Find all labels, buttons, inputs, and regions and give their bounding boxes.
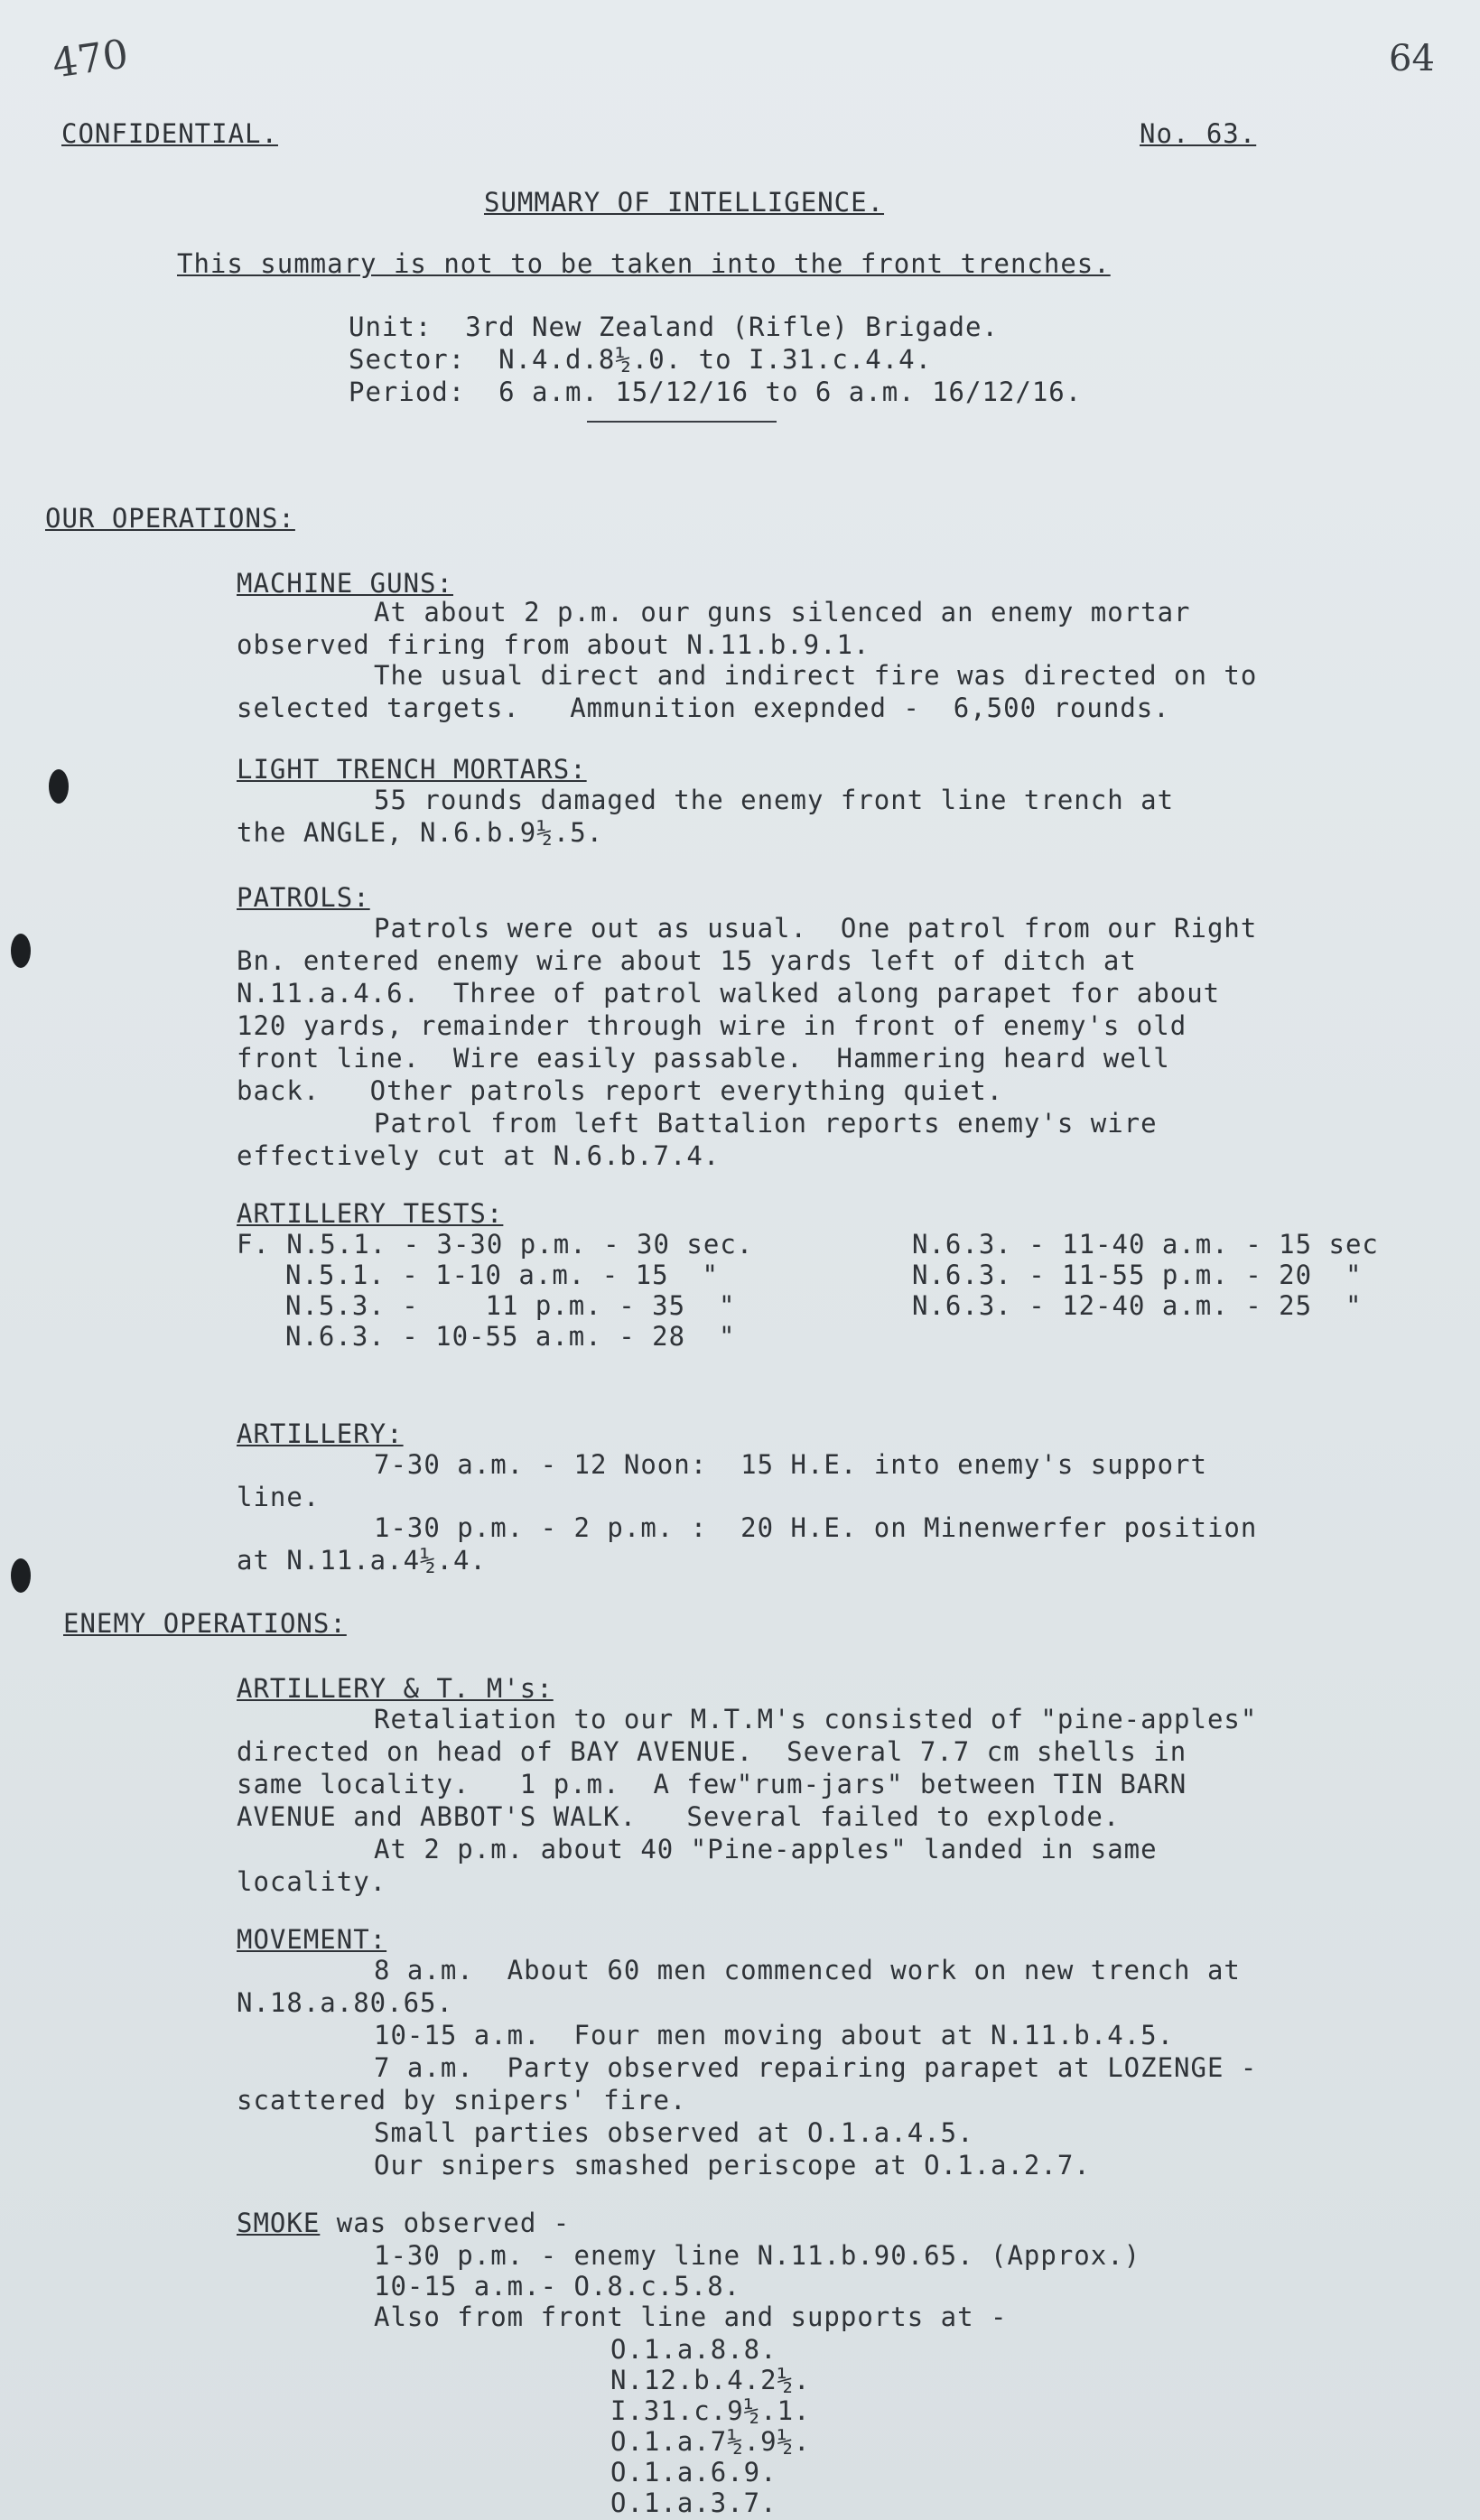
machine-guns-heading: MACHINE GUNS:: [237, 568, 453, 599]
punch-hole: [11, 1558, 31, 1593]
punch-hole: [11, 934, 31, 968]
smoke-ref-2: N.12.b.4.2½.: [610, 2365, 811, 2395]
patrols-line-5: front line. Wire easily passable. Hammering heard well: [237, 1043, 1170, 1074]
movement-line-2: N.18.a.80.65.: [237, 1987, 453, 2018]
movement-line-3: 10-15 a.m. Four men moving about at N.11.b.4.5.: [374, 2020, 1175, 2050]
artillery-line-1: 7-30 a.m. - 12 Noon: 15 H.E. into enemy's support: [374, 1449, 1207, 1480]
smoke-ref-1: O.1.a.8.8.: [610, 2334, 777, 2365]
patrols-line-1: Patrols were out as usual. One patrol from our Right: [374, 913, 1258, 944]
mg-line-2: observed firing from about N.11.b.9.1.: [237, 629, 870, 660]
movement-line-6: Small parties observed at O.1.a.4.5.: [374, 2117, 974, 2148]
unit-line: Unit: 3rd New Zealand (Rifle) Brigade.: [349, 312, 999, 342]
patrols-line-3: N.11.a.4.6. Three of patrol walked along parapet for about: [237, 978, 1221, 1009]
warning-line: This summary is not to be taken into the front trenches.: [177, 248, 1111, 279]
smoke-ref-5: O.1.a.6.9.: [610, 2457, 777, 2487]
art-tm-line-5: At 2 p.m. about 40 "Pine-apples" landed in same: [374, 1834, 1158, 1864]
smoke-heading: SMOKE: [237, 2208, 321, 2238]
art-test-right-1: N.6.3. - 11-40 a.m. - 15 sec: [912, 1229, 1379, 1260]
classification: CONFIDENTIAL.: [61, 118, 278, 149]
movement-heading: MOVEMENT:: [237, 1924, 387, 1955]
movement-line-5: scattered by snipers' fire.: [237, 2085, 687, 2115]
art-test-left-2: N.5.1. - 1-10 a.m. - 15 ": [285, 1260, 719, 1290]
art-tm-line-2: directed on head of BAY AVENUE. Several 7.7 cm shells in: [237, 1736, 1187, 1767]
art-test-right-3: N.6.3. - 12-40 a.m. - 25 ": [912, 1290, 1363, 1321]
artillery-tests-heading: ARTILLERY TESTS:: [237, 1198, 504, 1229]
artillery-line-3: 1-30 p.m. - 2 p.m. : 20 H.E. on Minenwerfer position: [374, 1512, 1258, 1543]
patrols-line-2: Bn. entered enemy wire about 15 yards left of ditch at: [237, 945, 1137, 976]
page-number: 64: [1389, 38, 1435, 79]
artillery-tm-heading: ARTILLERY & T. M's:: [237, 1673, 554, 1704]
smoke-intro: [237, 2207, 570, 2239]
art-test-left-1: F. N.5.1. - 3-30 p.m. - 30 sec.: [237, 1229, 754, 1260]
mg-line-3: The usual direct and indirect fire was directed on to: [374, 660, 1258, 691]
artillery-heading: ARTILLERY:: [237, 1418, 404, 1449]
art-tm-line-6: locality.: [237, 1866, 387, 1897]
art-tm-line-1: Retaliation to our M.T.M's consisted of "pine-apples": [374, 1704, 1258, 1734]
punch-hole: [49, 769, 69, 804]
movement-line-1: 8 a.m. About 60 men commenced work on new trench at: [374, 1955, 1241, 1985]
smoke-line-3: Also from front line and supports at -: [374, 2301, 1008, 2332]
period-line: Period: 6 a.m. 15/12/16 to 6 a.m. 16/12/16.: [349, 377, 1083, 407]
art-test-left-3: N.5.3. - 11 p.m. - 35 ": [285, 1290, 736, 1321]
ltm-line-1: 55 rounds damaged the enemy front line trench at: [374, 785, 1175, 815]
enemy-operations-heading: ENEMY OPERATIONS:: [63, 1608, 347, 1639]
sector-line: Sector: N.4.d.8½.0. to I.31.c.4.4.: [349, 344, 933, 375]
smoke-ref-6: O.1.a.3.7.: [610, 2487, 777, 2518]
art-tm-line-4: AVENUE and ABBOT'S WALK. Several failed to explode.: [237, 1801, 1121, 1832]
smoke-line-1: 1-30 p.m. - enemy line N.11.b.90.65. (Approx.): [374, 2240, 1141, 2271]
our-operations-heading: OUR OPERATIONS:: [45, 503, 295, 534]
artillery-line-4: at N.11.a.4½.4.: [237, 1545, 487, 1576]
ltm-line-2: the ANGLE, N.6.b.9½.5.: [237, 817, 604, 848]
patrols-line-4: 120 yards, remainder through wire in front of enemy's old: [237, 1010, 1187, 1041]
light-trench-mortars-heading: LIGHT TRENCH MORTARS:: [237, 754, 587, 785]
smoke-line-2: 10-15 a.m.- O.8.c.5.8.: [374, 2271, 741, 2301]
mg-line-1: At about 2 p.m. our guns silenced an enemy mortar: [374, 597, 1191, 628]
mg-line-4: selected targets. Ammunition exepnded - 6,500 rounds.: [237, 693, 1170, 723]
document-number: No. 63.: [1140, 118, 1257, 149]
smoke-ref-4: O.1.a.7½.9½.: [610, 2426, 811, 2457]
movement-line-7: Our snipers smashed periscope at O.1.a.2.7.: [374, 2150, 1091, 2181]
art-tm-line-3: same locality. 1 p.m. A few"rum-jars" between TIN BARN: [237, 1769, 1187, 1799]
smoke-ref-3: I.31.c.9½.1.: [610, 2395, 811, 2426]
document-title: SUMMARY OF INTELLIGENCE.: [484, 187, 885, 218]
patrols-line-6: back. Other patrols report everything quiet.: [237, 1075, 1004, 1106]
art-test-right-2: N.6.3. - 11-55 p.m. - 20 ": [912, 1260, 1363, 1290]
patrols-line-7: Patrol from left Battalion reports enemy's wire: [374, 1108, 1158, 1139]
folio-number: 470: [49, 31, 132, 88]
patrols-heading: PATROLS:: [237, 882, 370, 913]
patrols-line-8: effectively cut at N.6.b.7.4.: [237, 1140, 721, 1171]
artillery-line-2: line.: [237, 1482, 321, 1512]
smoke-intro-text: was observed -: [320, 2208, 571, 2238]
art-test-left-4: N.6.3. - 10-55 a.m. - 28 ": [285, 1321, 736, 1352]
header-divider: [587, 421, 777, 423]
movement-line-4: 7 a.m. Party observed repairing parapet at LOZENGE -: [374, 2052, 1258, 2083]
